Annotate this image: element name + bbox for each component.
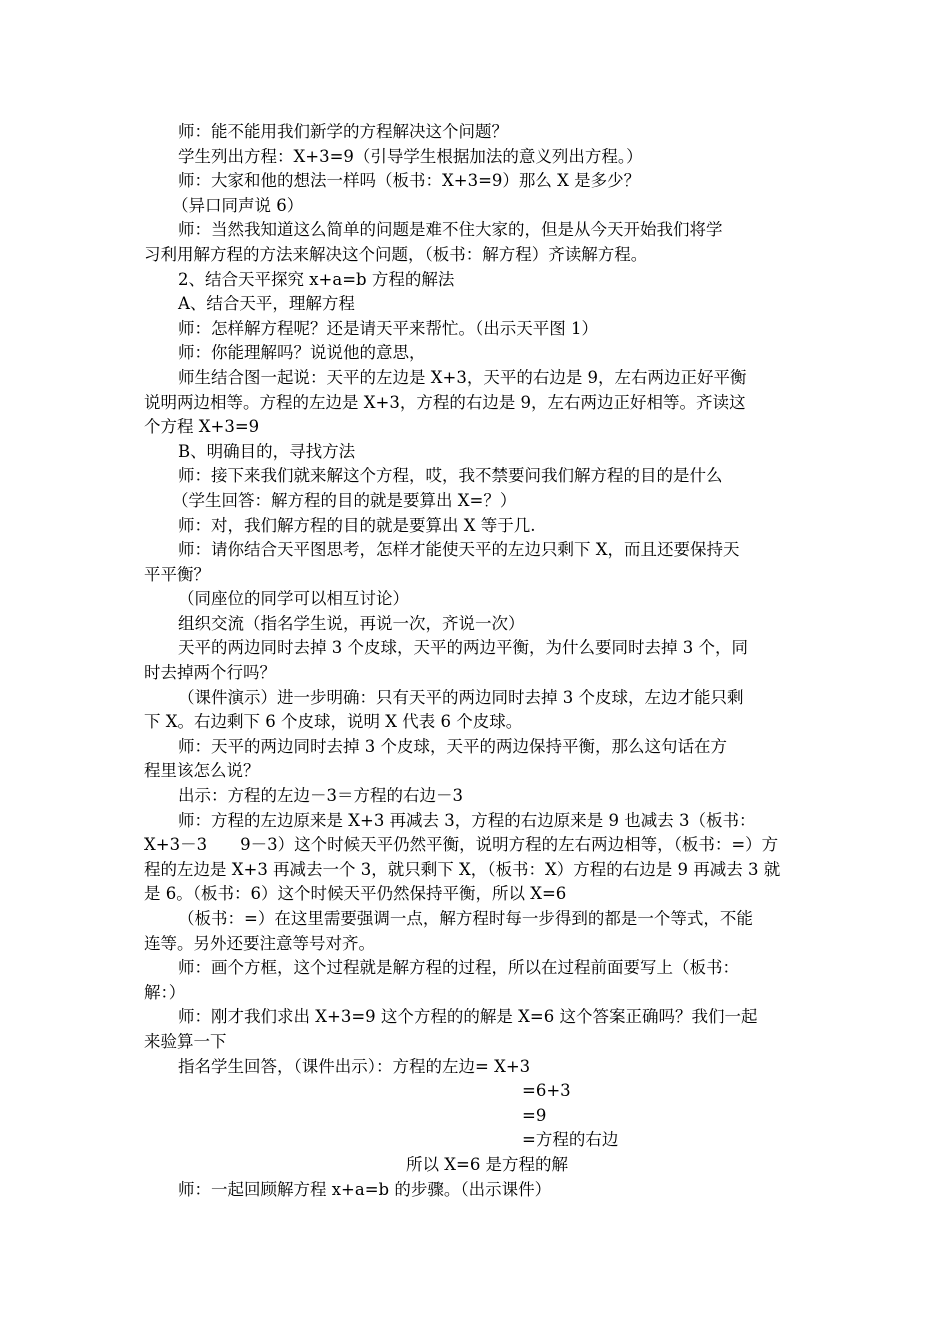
subsection-heading: B、明确目的，寻找方法 bbox=[178, 441, 356, 461]
text-line: 师：请你结合天平图思考，怎样才能使天平的左边只剩下 X，而且还要保持天 bbox=[178, 540, 740, 560]
text-line: 组织交流（指名学生说，再说一次，齐说一次） bbox=[178, 613, 525, 633]
text-line: 师：当然我知道这么简单的问题是难不住大家的，但是从今天开始我们将学 bbox=[178, 220, 723, 240]
text-line: 师：对，我们解方程的目的就是要算出 X 等于几. bbox=[178, 515, 536, 535]
document-body bbox=[144, 120, 810, 1202]
text-line: 说明两边相等。方程的左边是 X+3，方程的右边是 9，左右两边正好相等。齐读这 bbox=[144, 392, 746, 412]
text-line: 师生结合图一起说：天平的左边是 X+3，天平的右边是 9，左右两边正好平衡 bbox=[178, 367, 747, 387]
text-line: （同座位的同学可以相互讨论） bbox=[178, 589, 409, 609]
text-line: 师：方程的左边原来是 X+3 再减去 3，方程的右边原来是 9 也减去 3（板书： bbox=[178, 810, 756, 830]
text-line: 解：） bbox=[144, 982, 186, 1002]
verification-line: 指名学生回答，（课件出示）：方程的左边= X+3 bbox=[178, 1056, 531, 1076]
verification-step: =方程的右边 bbox=[522, 1130, 619, 1150]
verification-conclusion: 所以 X=6 是方程的解 bbox=[406, 1154, 569, 1174]
text-line: 师：一起回顾解方程 x+a=b 的步骤。（出示课件） bbox=[178, 1179, 552, 1199]
text-line: 师：接下来我们就来解这个方程，哎，我不禁要问我们解方程的目的是什么 bbox=[178, 466, 723, 486]
text-line: 师：画个方框，这个过程就是解方程的过程，所以在过程前面要写上（板书： bbox=[178, 958, 739, 978]
text-line: 师：刚才我们求出 X+3=9 这个方程的的解是 X=6 这个答案正确吗？我们一起 bbox=[178, 1007, 758, 1027]
text-line: （板书：=）在这里需要强调一点，解方程时每一步得到的都是一个等式，不能 bbox=[178, 909, 753, 928]
text-line: 程的左边是 X+3 再减去一个 3，就只剩下 X，（板书：X）方程的右边是 9 再减去 3 就 bbox=[144, 859, 781, 879]
text-line: 学生列出方程：X+3=9（引导学生根据加法的意义列出方程。） bbox=[178, 146, 643, 166]
text-line: 师：大家和他的想法一样吗（板书：X+3=9）那么 X 是多少？ bbox=[178, 171, 641, 191]
verification-step: =6+3 bbox=[522, 1081, 571, 1101]
text-line: 时去掉两个行吗？ bbox=[144, 663, 276, 683]
text-line: （学生回答：解方程的目的就是要算出 X=？） bbox=[172, 490, 517, 510]
text-line: 平平衡？ bbox=[144, 564, 210, 584]
text-line: 程里该怎么说？ bbox=[144, 761, 260, 781]
section-heading: 2、结合天平探究 x+a=b 方程的解法 bbox=[178, 269, 455, 289]
text-line: （课件演示）进一步明确：只有天平的两边同时去掉 3 个皮球，左边才能只剩 bbox=[178, 687, 744, 707]
text-line: 连等。另外还要注意等号对齐。 bbox=[144, 933, 375, 953]
text-line: 是 6。（板书：6）这个时候天平仍然保持平衡，所以 X=6 bbox=[144, 884, 567, 904]
subsection-heading: A、结合天平，理解方程 bbox=[178, 294, 355, 314]
text-line: 个方程 X+3=9 bbox=[144, 417, 260, 437]
text-line: 下 X。右边剩下 6 个皮球，说明 X 代表 6 个皮球。 bbox=[144, 712, 523, 732]
text-line: 师：怎样解方程呢？还是请天平来帮忙。（出示天平图 1） bbox=[178, 318, 598, 338]
text-line: 师：你能理解吗？说说他的意思， bbox=[178, 343, 426, 363]
text-line: 天平的两边同时去掉 3 个皮球，天平的两边平衡，为什么要同时去掉 3 个，同 bbox=[178, 638, 748, 658]
text-line: 师：能不能用我们新学的方程解决这个问题？ bbox=[178, 122, 508, 141]
text-line: （异口同声说 6） bbox=[172, 195, 304, 215]
verification-step: =9 bbox=[522, 1105, 547, 1125]
text-line: 出示：方程的左边－3＝方程的右边－3 bbox=[178, 786, 463, 806]
text-line: X+3－3 9－3）这个时候天平仍然平衡，说明方程的左右两边相等，（板书：=）方 bbox=[144, 835, 779, 855]
text-line: 师：天平的两边同时去掉 3 个皮球，天平的两边保持平衡，那么这句话在方 bbox=[178, 736, 727, 756]
text-line: 来验算一下 bbox=[144, 1031, 227, 1051]
text-line: 习利用解方程的方法来解决这个问题，（板书：解方程）齐读解方程。 bbox=[144, 244, 648, 264]
